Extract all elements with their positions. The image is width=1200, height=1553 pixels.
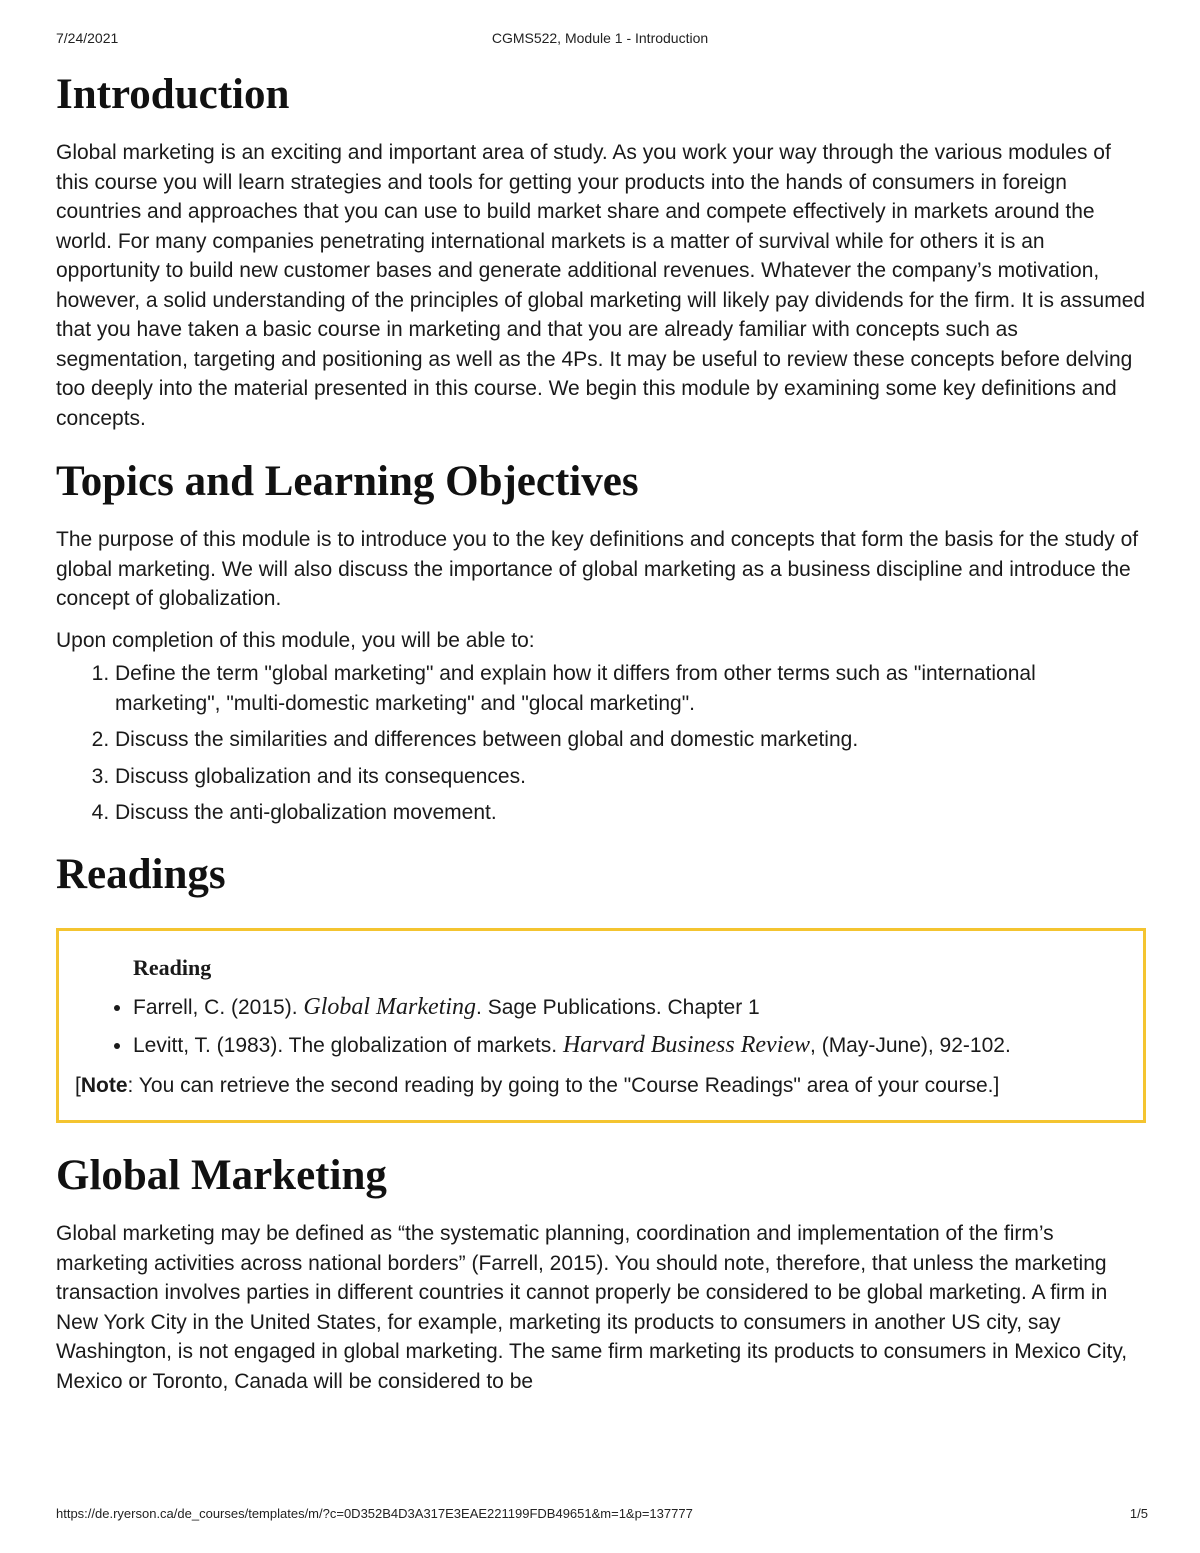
- reading-item: [133, 1031, 1127, 1061]
- reading-citation-text: Levitt, T. (1983). The globalization of markets.: [133, 1034, 563, 1057]
- readings-heading: Readings: [56, 850, 226, 898]
- print-header: [56, 30, 1144, 50]
- objective-item: 4. Discuss the anti-globalization movement.: [115, 798, 1146, 828]
- print-document-title: CGMS522, Module 1 - Introduction: [491, 30, 709, 46]
- reading-citation-text: Farrell, C. (2015).: [133, 995, 304, 1019]
- objective-item: 1. Define the term "global marketing" and explain how it differs from other terms such as "international marketing", "multi-domestic marketing" and "glocal marketing".: [115, 659, 1146, 718]
- objectives-list: [56, 659, 1146, 828]
- reading-item: [133, 993, 1127, 1023]
- introduction-heading: Introduction: [56, 71, 290, 118]
- objective-item: 2. Discuss the similarities and differences between global and domestic marketing.: [115, 725, 1146, 755]
- reading-callout-box: [56, 928, 1146, 1124]
- reading-list: [75, 993, 1127, 1061]
- reading-box-label: Reading: [133, 954, 212, 980]
- global-marketing-heading: Global Marketing: [56, 1152, 387, 1199]
- note-label: Note: [80, 1073, 128, 1097]
- print-date: 7/24/2021: [56, 30, 119, 46]
- reading-note: [75, 1071, 1127, 1101]
- introduction-paragraph: Global marketing is an exciting and important area of study. As you work your way through the various modules of this course you will learn strategies and tools for getting your products into the hands of consumers in foreign countries and approaches that you can use to build market share and compete effectively in markets around the world. For many companies penetrating international markets is a matter of survival while for others it is an opportunity to build new customer bases and generate additional revenues. Whatever the company’s motivation, however, a solid understanding of the principles of global marketing will likely pay dividends for the firm. It is assumed that you have taken a basic course in marketing and that you are already familiar with concepts such as segmentation, targeting and positioning as well as the 4Ps. It may be useful to review these concepts before delving too deeply into the material presented in this course. We begin this module by examining some key definitions and concepts.: [56, 141, 1146, 430]
- global-marketing-paragraph: Global marketing may be defined as “the systematic planning, coordination and implementation of the firm’s marketing activities across national borders” (Farrell, 2015). You should note, therefore, that unless the marketing transaction involves parties in different countries it cannot properly be considered to be global marketing. A firm in New York City in the United States, for example, marketing its products to consumers in another US city, say Washington, is not engaged in global marketing. The same firm marketing its products to consumers in Mexico City, Mexico or Toronto, Canada will be considered to be: [56, 1222, 1128, 1393]
- note-text: : You can retrieve the second reading by going to the "Course Readings" area of your course.]: [127, 1073, 1000, 1097]
- topics-paragraph: The purpose of this module is to introduce you to the key definitions and concepts that form the basis for the study of global marketing. We will also discuss the importance of global marketing as a business discipline and introduce the concept of globalization.: [56, 528, 1139, 610]
- page-content: [56, 68, 1146, 1396]
- reading-citation-text: , (May-June), 92-102.: [810, 1034, 1011, 1057]
- objectives-lead-in: Upon completion of this module, you will be able to:: [56, 628, 535, 652]
- note-bracket: [: [75, 1073, 81, 1097]
- objective-item: 3. Discuss globalization and its consequences.: [115, 762, 1146, 792]
- print-url: https://de.ryerson.ca/de_courses/templates/m/?c=0D352B4D3A317E3EAE221199FDB49651&m=1&p=137777: [56, 1506, 693, 1521]
- print-footer: [56, 1506, 1148, 1526]
- reading-journal-title: Harvard Business Review: [562, 1032, 811, 1058]
- topics-heading: Topics and Learning Objectives: [56, 458, 639, 505]
- page-number: 1/5: [1129, 1506, 1148, 1521]
- reading-book-title: Global Marketing: [303, 993, 477, 1020]
- reading-citation-text: . Sage Publications. Chapter 1: [476, 995, 760, 1019]
